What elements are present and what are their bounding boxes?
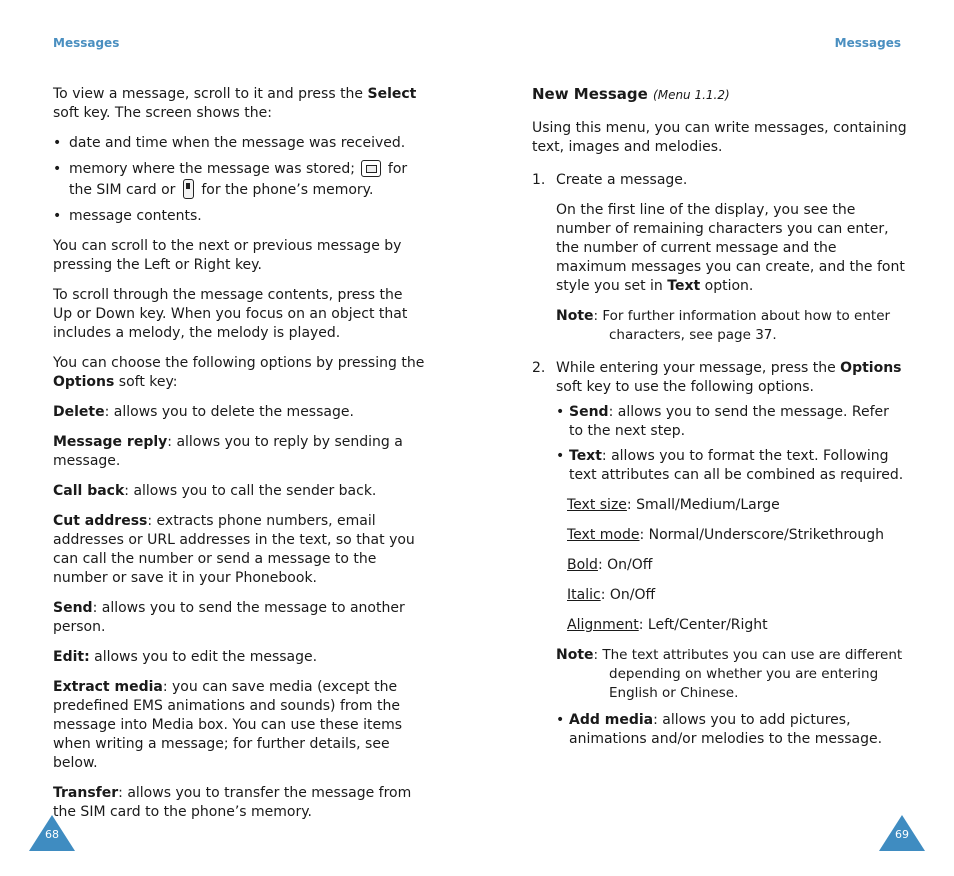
option-message-reply <box>53 433 425 471</box>
bullet-icon: • <box>556 448 565 464</box>
option-desc: : extracts phone numbers, email addresses or URL addresses in the text, so that you can call the number or send a message to the number or save it in your Phonebook. <box>53 513 415 586</box>
step-1-detail-a: On the first line of the display, you see the number of remaining characters you can enter, the number of current message and the maximum messages you can create, and the font style you set in <box>556 202 905 294</box>
option-title: Transfer <box>53 785 119 801</box>
list-item-text <box>69 160 425 200</box>
option-transfer <box>53 784 425 822</box>
step-1-detail <box>556 201 907 296</box>
attr-text-mode <box>567 526 907 545</box>
left-column <box>53 85 425 833</box>
option-desc: : allows you to format the text. Following text attributes can all be combined as required. <box>569 448 904 483</box>
bullet-icon: • <box>53 208 62 224</box>
option-desc: : allows you to reply by sending a message. <box>53 434 403 469</box>
option-title: Add media <box>569 712 654 728</box>
intro-paragraph <box>53 85 425 123</box>
note-2 <box>556 646 907 703</box>
step-1-detail-c: option. <box>700 278 754 294</box>
list-item <box>53 207 425 226</box>
list-item-text: message contents. <box>69 208 202 224</box>
option-title: Cut address <box>53 513 148 529</box>
page-number-badge <box>29 815 75 851</box>
options-text-a: You can choose the following options by pressing the <box>53 355 425 371</box>
page-header: Messages <box>834 36 901 50</box>
attr-value: : Small/Medium/Large <box>626 497 780 513</box>
page-number-badge <box>879 815 925 851</box>
page-header: Messages <box>53 36 120 50</box>
phone-memory-icon <box>183 179 194 199</box>
option-desc: : allows you to send the message to another person. <box>53 600 405 635</box>
memory-text-a: memory where the message was stored; <box>69 161 360 177</box>
scroll-paragraph: You can scroll to the next or previous message by pressing the Left or Right key. <box>53 238 402 273</box>
option-delete <box>53 403 425 422</box>
option-desc: allows you to edit the message. <box>89 649 318 665</box>
option-send <box>556 403 907 441</box>
memory-text-b: for the SIM card or <box>69 161 408 198</box>
attr-title: Text size <box>567 497 627 513</box>
bullet-icon: • <box>53 161 62 177</box>
option-title: Send <box>569 404 609 420</box>
updown-paragraph: To scroll through the message contents, press the Up or Down key. When you focus on an object that includes a melody, the melody is played. <box>53 287 408 341</box>
option-text <box>556 447 907 485</box>
sim-card-icon <box>361 160 381 177</box>
attr-title: Text mode <box>567 527 640 543</box>
option-desc: : you can save media (except the predefined EMS animations and sounds) from the message into Media box. You can use these items when writing a message; for further details, see below. <box>53 679 403 771</box>
step-text: Create a message. <box>556 172 688 188</box>
intro-text: To view a message, scroll to it and press the <box>53 86 368 102</box>
step-1 <box>532 171 907 190</box>
bullet-icon: • <box>53 135 62 151</box>
page-number: 69 <box>895 828 909 841</box>
attr-italic <box>567 586 907 605</box>
option-call-back <box>53 482 425 501</box>
attr-text-size <box>567 496 907 515</box>
step-2-c: soft key to use the following options. <box>556 379 815 395</box>
list-item-text: date and time when the message was received. <box>69 135 406 151</box>
attr-title: Italic <box>567 587 601 603</box>
step-text <box>556 359 907 397</box>
option-title: Message reply <box>53 434 168 450</box>
select-keyword: Select <box>367 86 417 102</box>
note-1 <box>556 307 907 345</box>
note-text-cont: English or Chinese. <box>609 685 739 701</box>
note-text: : The text attributes you can use are different <box>593 647 903 663</box>
note-text-cont: characters, see page 37. <box>609 327 777 343</box>
note-text-cont: depending on whether you are entering <box>609 666 879 682</box>
note-label: Note <box>556 308 594 324</box>
section-title-text: New Message <box>532 85 648 103</box>
section-title <box>532 85 907 105</box>
options-keyword: Options <box>840 360 902 376</box>
option-title: Call back <box>53 483 125 499</box>
option-edit <box>53 648 425 667</box>
option-body <box>569 403 907 441</box>
list-item <box>53 134 425 153</box>
attr-title: Alignment <box>567 617 639 633</box>
step-2 <box>532 359 907 397</box>
option-title: Text <box>569 448 602 464</box>
attr-value: : Normal/Underscore/Strikethrough <box>639 527 884 543</box>
option-cut-address <box>53 512 425 588</box>
step-number: 2. <box>532 360 546 376</box>
option-desc: : allows you to transfer the message from the SIM card to the phone’s memory. <box>53 785 412 820</box>
attr-value: : On/Off <box>597 557 653 573</box>
section-intro: Using this menu, you can write messages, containing text, images and melodies. <box>532 120 907 155</box>
attr-bold <box>567 556 907 575</box>
page-number: 68 <box>45 828 59 841</box>
list-item <box>53 160 425 200</box>
attr-value: : Left/Center/Right <box>638 617 768 633</box>
bullet-icon: • <box>556 712 565 728</box>
intro-text-end: soft key. The screen shows the: <box>53 105 272 121</box>
step-number: 1. <box>532 172 546 188</box>
option-title: Edit: <box>53 649 90 665</box>
option-add-media <box>556 711 907 749</box>
option-desc: : allows you to send the message. Refer to the next step. <box>569 404 889 439</box>
option-desc: : allows you to delete the message. <box>104 404 354 420</box>
right-page <box>477 0 954 876</box>
option-title: Delete <box>53 404 105 420</box>
option-body <box>569 711 907 749</box>
option-desc: : allows you to add pictures, animations and/or melodies to the message. <box>569 712 883 747</box>
attr-alignment <box>567 616 907 635</box>
menu-code: (Menu 1.1.2) <box>653 88 730 102</box>
right-column <box>532 85 907 755</box>
bullet-icon: • <box>556 404 565 420</box>
option-send <box>53 599 425 637</box>
option-desc: : allows you to call the sender back. <box>124 483 377 499</box>
note-label: Note <box>556 647 594 663</box>
attr-title: Bold <box>567 557 598 573</box>
options-keyword: Options <box>53 374 115 390</box>
option-title: Extract media <box>53 679 163 695</box>
options-text-c: soft key: <box>114 374 178 390</box>
note-text: : For further information about how to enter <box>593 308 891 324</box>
option-extract-media <box>53 678 425 773</box>
option-body <box>569 447 907 485</box>
options-paragraph <box>53 354 425 392</box>
attr-value: : On/Off <box>600 587 656 603</box>
step-2-a: While entering your message, press the <box>556 360 841 376</box>
text-keyword: Text <box>667 278 701 294</box>
option-title: Send <box>53 600 93 616</box>
memory-text-c: for the phone’s memory. <box>196 182 374 198</box>
